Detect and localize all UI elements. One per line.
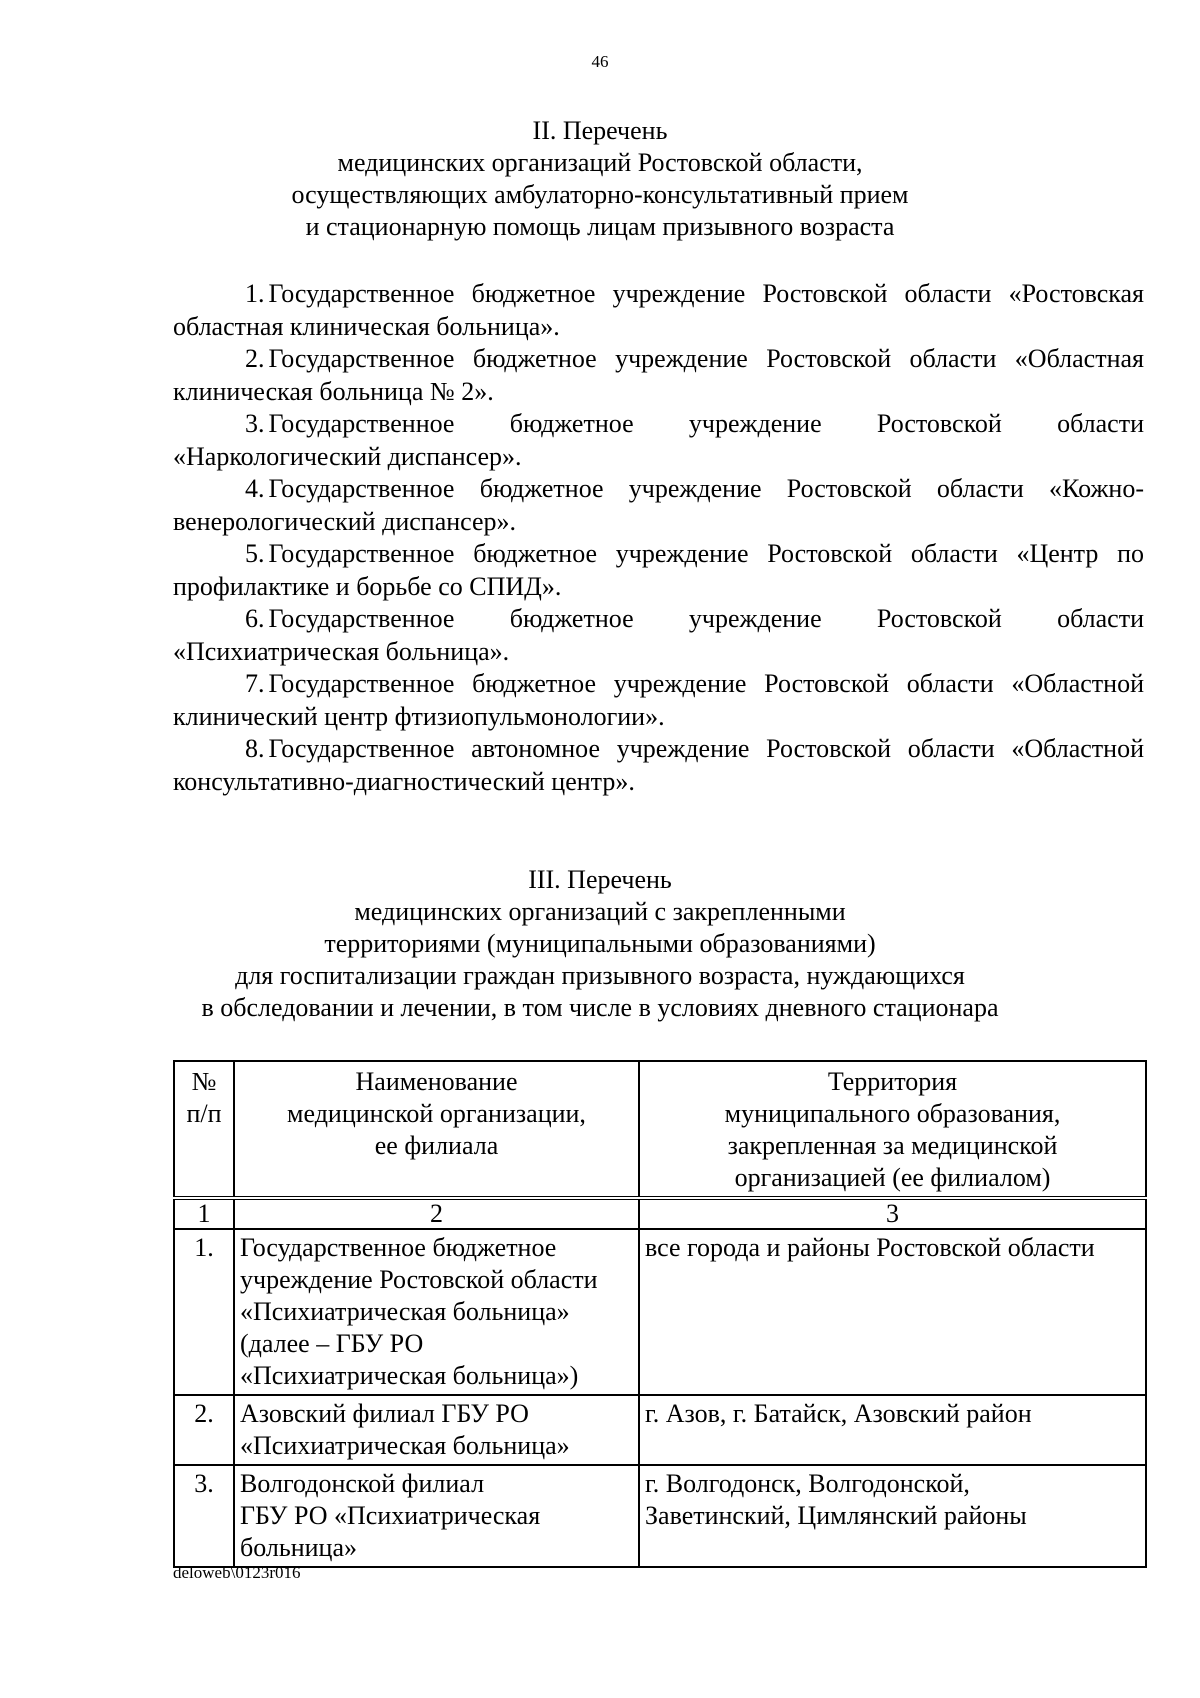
item-number: 7. <box>245 669 265 698</box>
table-row <box>174 1395 1146 1465</box>
list-item <box>173 603 1144 668</box>
item-number: 4. <box>245 474 265 503</box>
heading-line: II. Перечень <box>532 116 668 145</box>
item-text: Государственное автономное учреждение Ростовской области «Областной консультативно-диагностический центр». <box>173 734 1144 796</box>
table-row <box>174 1229 1146 1395</box>
list-item <box>173 733 1144 798</box>
item-text: Государственное бюджетное учреждение Ростовской области «Ростовская областная клиническая больница». <box>173 279 1144 341</box>
table-row <box>174 1465 1146 1567</box>
heading-line: в обследовании и лечении, в том числе в условиях дневного стационара <box>201 993 999 1022</box>
heading-line: осуществляющих амбулаторно-консультативный прием <box>291 180 909 209</box>
item-number: 8. <box>245 734 265 763</box>
row-number: 2. <box>174 1395 234 1465</box>
item-number: 3. <box>245 409 265 438</box>
header-organization: Наименование медицинской организации, ее филиала <box>234 1061 639 1198</box>
list-item <box>173 538 1144 603</box>
item-text: Государственное бюджетное учреждение Ростовской области «Областная клиническая больница № 2». <box>173 344 1144 406</box>
territory-cell: г. Волгодонск, Волгодонской, Заветинский, Цимлянский районы <box>639 1465 1146 1567</box>
header-territory: Территория муниципального образования, закрепленная за медицинской организацией (ее филиалом) <box>639 1061 1146 1198</box>
item-text: Государственное бюджетное учреждение Ростовской области «Кожно-венерологический диспансер». <box>173 474 1144 536</box>
list-item <box>173 473 1144 538</box>
list-item <box>173 408 1144 473</box>
organization-cell: Государственное бюджетное учреждение Ростовской области «Психиатрическая больница» (далее – ГБУ РО «Психиатрическая больница») <box>234 1229 639 1395</box>
item-number: 1. <box>245 279 265 308</box>
section-3-heading <box>0 864 1200 1024</box>
column-number: 3 <box>639 1198 1146 1229</box>
document-code: deloweb\0123r016 <box>173 1563 301 1582</box>
heading-line: медицинских организаций с закрепленными <box>354 897 846 926</box>
item-text: Государственное бюджетное учреждение Ростовской области «Областной клинический центр фтизиопульмонологии». <box>173 669 1144 731</box>
column-number-row <box>174 1198 1146 1229</box>
organizations-table <box>173 1060 1145 1568</box>
organization-cell: Азовский филиал ГБУ РО «Психиатрическая больница» <box>234 1395 639 1465</box>
territory-cell: все города и районы Ростовской области <box>639 1229 1146 1395</box>
heading-line: медицинских организаций Ростовской области, <box>337 148 863 177</box>
heading-line: и стационарную помощь лицам призывного возраста <box>305 212 895 241</box>
page-number: 46 <box>591 52 609 71</box>
item-number: 6. <box>245 604 265 633</box>
list-item <box>173 278 1144 343</box>
column-number: 1 <box>174 1198 234 1229</box>
row-number: 1. <box>174 1229 234 1395</box>
header-number: № п/п <box>174 1061 234 1198</box>
item-number: 5. <box>245 539 265 568</box>
item-text: Государственное бюджетное учреждение Ростовской области «Наркологический диспансер». <box>173 409 1144 471</box>
row-number: 3. <box>174 1465 234 1567</box>
organization-cell: Волгодонской филиал ГБУ РО «Психиатрическая больница» <box>234 1465 639 1567</box>
section-2-heading <box>0 115 1200 243</box>
territory-cell: г. Азов, г. Батайск, Азовский район <box>639 1395 1146 1465</box>
item-text: Государственное бюджетное учреждение Ростовской области «Психиатрическая больница». <box>173 604 1144 666</box>
list-item <box>173 668 1144 733</box>
item-number: 2. <box>245 344 265 373</box>
item-text: Государственное бюджетное учреждение Ростовской области «Центр по профилактике и борьбе со СПИД». <box>173 539 1144 601</box>
heading-line: III. Перечень <box>528 865 672 894</box>
column-number: 2 <box>234 1198 639 1229</box>
organization-list <box>173 278 1144 798</box>
heading-line: территориями (муниципальными образованиями) <box>324 929 876 958</box>
list-item <box>173 343 1144 408</box>
table-header-row <box>174 1061 1146 1198</box>
heading-line: для госпитализации граждан призывного возраста, нуждающихся <box>235 961 965 990</box>
